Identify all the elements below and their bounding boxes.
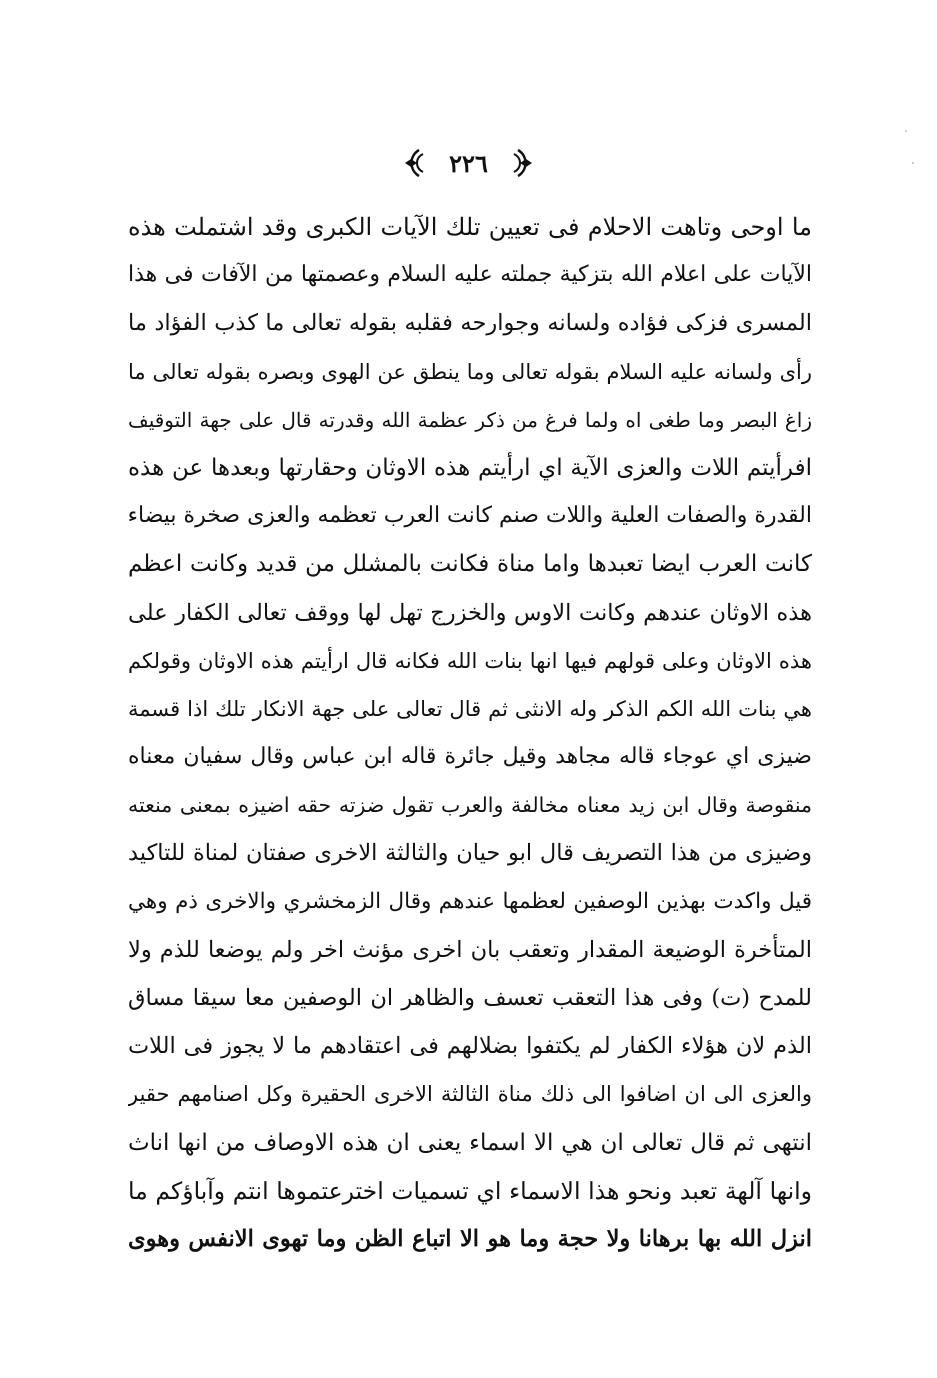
page-number: ٢٢٦: [449, 148, 488, 178]
text-line: والعزى الى ان اضافوا الى ذلك مناة الثالثة الاخرى الحقيرة وكل اصنامهم حقير: [128, 1082, 812, 1107]
text-line: المسرى فزكى فؤاده ولسانه وجوارحه فقلبه بقوله تعالى ما كذب الفؤاد ما: [128, 310, 812, 337]
text-line: القدرة والصفات العلية واللات صنم كانت العرب تعظمه والعزى صخرة بيضاء: [128, 503, 812, 529]
text-line: كانت العرب ايضا تعبدها واما مناة فكانت بالمشلل من قديد وكانت اعظم: [128, 551, 812, 578]
body-text: [128, 203, 812, 1263]
text-line: الذم لان هؤلاء الكفار لم يكتفوا بضلالهم فى اعتقادهم ما لا يجوز فى اللات: [128, 1033, 812, 1060]
text-line: الآيات على اعلام الله بتزكية جملته عليه السلام وعصمتها من الآفات فى هذا: [128, 262, 812, 288]
text-line: وانها آلهة تعبد ونحو هذا الاسماء اي تسميات اخترعتموها انتم وآباؤكم ما: [128, 1176, 812, 1205]
text-line: انتهى ثم قال تعالى ان هي الا اسماء يعنى ان هذه الاوصاف من انها اناث: [128, 1129, 812, 1156]
ornament-left-icon: [403, 148, 427, 178]
text-line: المتأخرة الوضيعة المقدار وتعقب بان اخرى مؤنث اخر ولم يوضعا للذم ولا: [128, 936, 812, 963]
ornament-right-icon: [510, 148, 534, 178]
text-line: رأى ولسانه عليه السلام بقوله تعالى وما ينطق عن الهوى وبصره بقوله تعالى ما: [128, 359, 812, 384]
text-line: ما اوحى وتاهت الاحلام فى تعيين تلك الآيات الكبرى وقد اشتملت هذه: [128, 213, 812, 241]
text-line: للمدح (ت) وفى هذا التعقب تعسف والظاهر ان الوصفين معا سيقا مساق: [128, 985, 812, 1011]
text-line: هذه الاوثان عندهم وكانت الاوس والخزرج تهل لها ووقف تعالى الكفار على: [128, 599, 812, 626]
text-line: وضيزى من هذا التصريف قال ابو حيان والثالثة الاخرى صفتان لمناة للتاكيد: [128, 840, 812, 867]
text-line: زاغ البصر وما طغى اه ولما فرغ من ذكر عظمة الله وقدرته قال على جهة التوقيف: [128, 407, 812, 432]
text-line: قيل واكدت بهذين الوصفين لعظمها عندهم وقال الزمخشري والاخرى ذم وهي: [128, 888, 812, 914]
margin-speck: [905, 130, 907, 132]
text-line: افرأيتم اللات والعزى الآية اي ارأيتم هذه الاوثان وحقارتها وبعدها عن هذه: [128, 454, 812, 481]
page-header: [0, 143, 937, 183]
text-line: هي بنات الله الكم الذكر وله الانثى ثم قال تعالى على جهة الانكار تلك اذا قسمة: [128, 696, 812, 721]
text-line: منقوصة وقال ابن زيد معناه مخالفة والعرب تقول ضزته حقه اضيزه بمعنى منعته: [128, 793, 812, 818]
text-line: هذه الاوثان وعلى قولهم فيها انها بنات الله فكانه قال ارأيتم هذه الاوثان وقولكم: [128, 648, 812, 673]
margin-speck: [912, 162, 914, 164]
text-line: ضيزى اي عوجاء قاله مجاهد وقيل جائرة قاله ابن عباس وقال سفيان معناه: [128, 744, 812, 770]
text-line: انزل الله بها برهانا ولا حجة وما هو الا اتباع الظن وما تهوى الانفس وهوى: [128, 1225, 812, 1252]
